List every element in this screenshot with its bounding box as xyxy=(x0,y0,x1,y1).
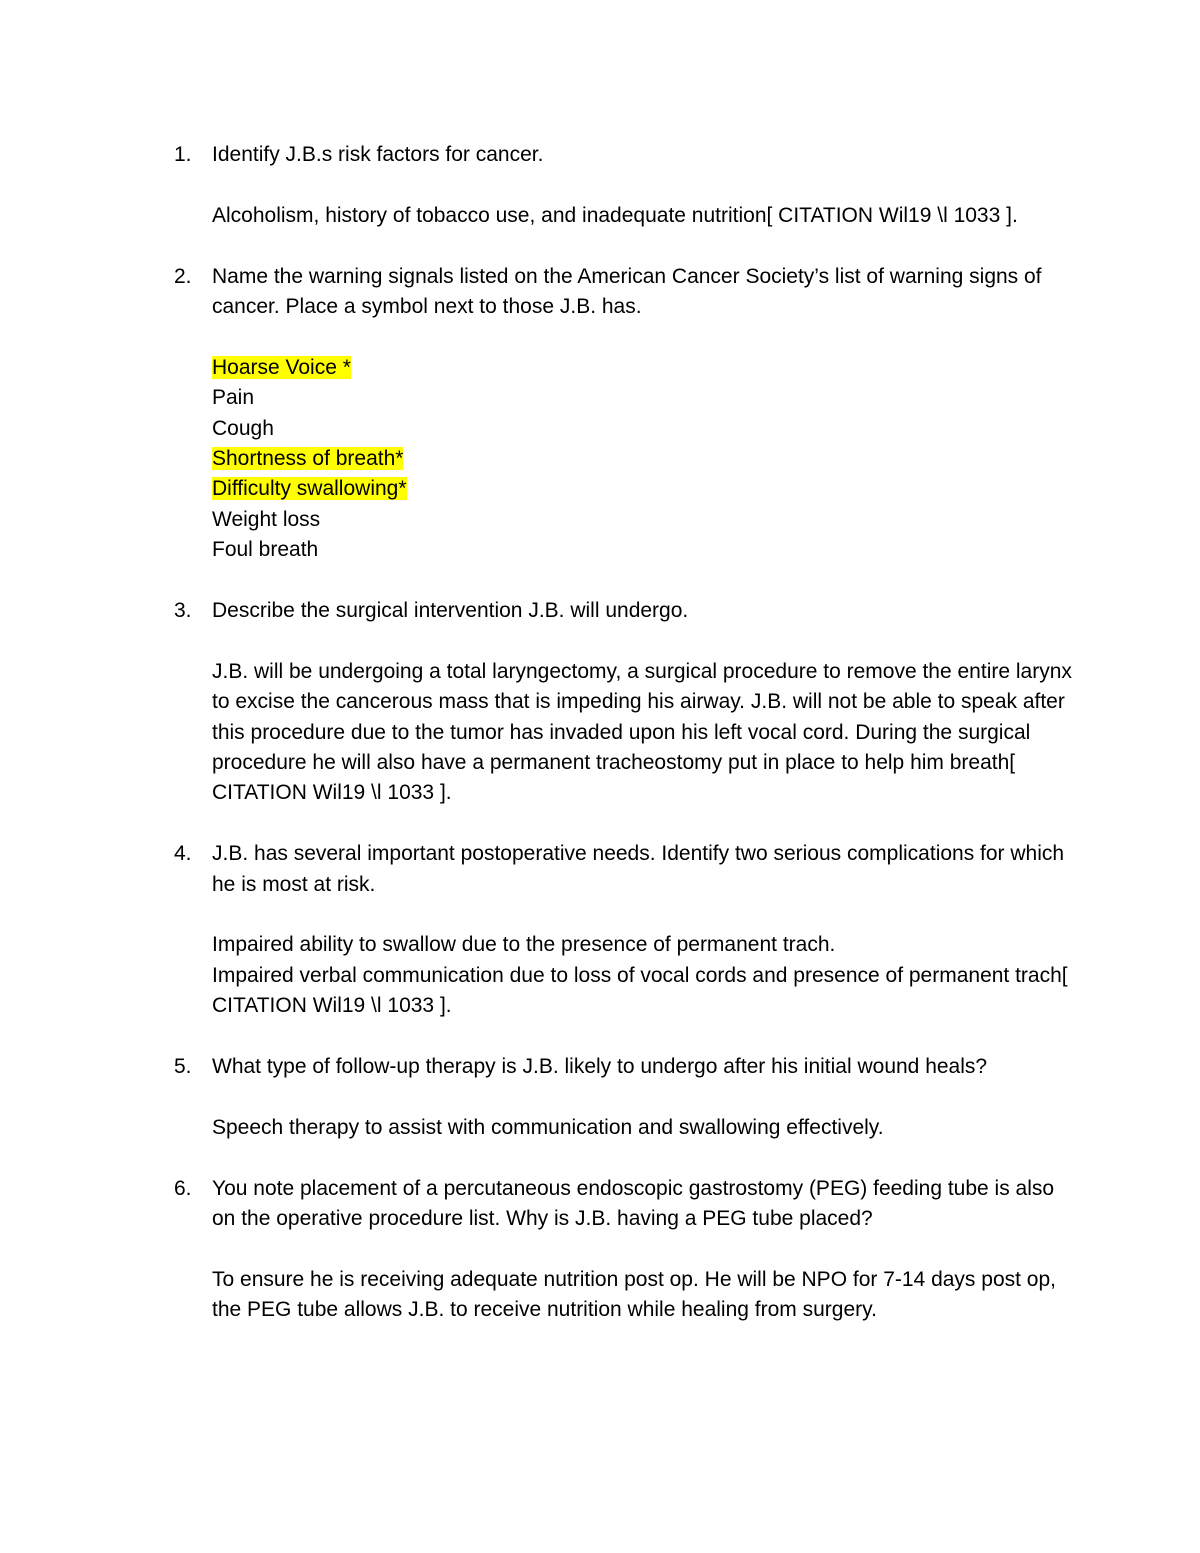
answer-text: Speech therapy to assist with communication and swallowing effectively. xyxy=(212,1115,884,1139)
warning-sign: Weight loss xyxy=(212,507,321,531)
item-number: 2. xyxy=(174,264,192,288)
question-text: Describe the surgical intervention J.B. will undergo. xyxy=(212,599,689,623)
item-number: 1. xyxy=(174,143,192,166)
question-text: Name the warning signals listed on the American Cancer Society’s list of warning signs of cancer. Place a symbol next to those J.B. has. xyxy=(212,264,1042,318)
answer-line: Impaired ability to swallow due to the presence of permanent trach. xyxy=(212,933,836,957)
warning-signs-list xyxy=(212,353,1074,566)
warning-sign xyxy=(212,444,1074,474)
warning-sign: Foul breath xyxy=(212,538,319,562)
answer-line: Impaired verbal communication due to loss of vocal cords and presence of permanent trach[ CITATION Wil19 \l 1033 ]. xyxy=(212,963,1068,1018)
warning-sign: Cough xyxy=(212,416,274,440)
list-item-5 xyxy=(174,1052,1074,1143)
answer-block xyxy=(212,930,1074,1021)
question-text: You note placement of a percutaneous endoscopic gastrostomy (PEG) feeding tube is also on the operative procedure list. Why is J.B. having a PEG tube placed? xyxy=(212,1176,1055,1231)
warning-sign xyxy=(212,353,1074,383)
item-number: 5. xyxy=(174,1055,192,1079)
highlighted-text: Shortness of breath* xyxy=(212,447,404,471)
list-item-2 xyxy=(174,262,1074,566)
list-item-4 xyxy=(174,839,1074,1021)
item-number: 4. xyxy=(174,842,192,866)
question-text: J.B. has several important postoperative needs. Identify two serious complications for which he is most at risk. xyxy=(212,842,1065,896)
answer-text: Alcoholism, history of tobacco use, and inadequate nutrition[ CITATION Wil19 \l 1033 ]. xyxy=(212,203,1018,227)
warning-sign xyxy=(212,474,1074,504)
item-number: 6. xyxy=(174,1176,192,1200)
question-text: What type of follow-up therapy is J.B. likely to undergo after his initial wound heals? xyxy=(212,1055,988,1079)
item-number: 3. xyxy=(174,599,192,623)
answer-text: J.B. will be undergoing a total laryngectomy, a surgical procedure to remove the entire larynx to excise the cancerous mass that is impeding his airway. J.B. will not be able to speak after this procedure due to the tumor has invaded upon his left vocal cord. During the surgical procedure he will also have a permanent tracheostomy put in place to help him breath[ CITATION Wil19 \l 1033 ]. xyxy=(212,659,1072,805)
question-text: Identify J.B.s risk factors for cancer. xyxy=(212,143,544,166)
list-item-1 xyxy=(174,140,1074,231)
highlighted-text: Difficulty swallowing* xyxy=(212,477,407,501)
document-body xyxy=(174,140,1074,1326)
highlighted-text: Hoarse Voice * xyxy=(212,355,351,379)
warning-sign: Pain xyxy=(212,386,255,410)
list-item-3 xyxy=(174,596,1074,809)
list-item-6 xyxy=(174,1174,1074,1326)
answer-text: To ensure he is receiving adequate nutrition post op. He will be NPO for 7-14 days post op, the PEG tube allows J.B. to receive nutrition while healing from surgery. xyxy=(212,1267,1056,1322)
